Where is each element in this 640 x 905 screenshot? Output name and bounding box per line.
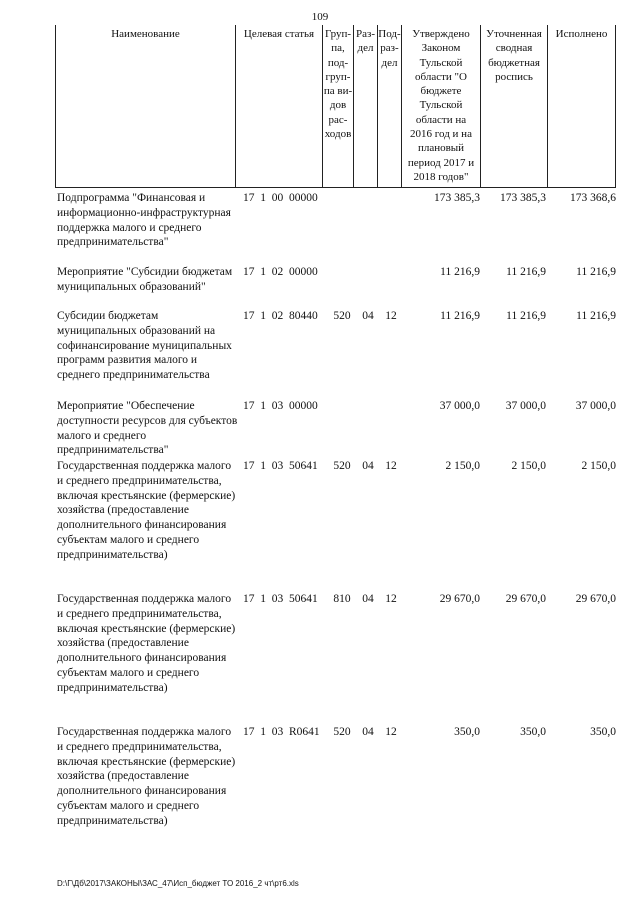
row-approved: 29 670,0 [439,593,480,605]
row-approved: 11 216,9 [440,266,480,278]
row-specified: 11 216,9 [506,310,546,322]
row-approved: 37 000,0 [439,400,480,412]
header-name: Наименование [111,28,180,40]
row-name: Государственная поддержка малого и среднего предпринимательства, включая крестьянские (фермерские) хозяйства (предоставление дополнительного финансирования субъектам малого и среднего предпринимательства) [57,593,236,694]
row-subsection: 12 [385,593,397,605]
header-expense-group: Груп- па, под- груп- па ви- дов рас- ходов [323,28,353,141]
row-executed: 37 000,0 [575,400,616,412]
table-header [55,25,616,188]
header-executed: Исполнено [555,28,608,40]
row-expense-group: 520 [333,310,351,322]
row-executed: 173 368,6 [570,192,616,204]
row-approved: 2 150,0 [445,460,480,472]
file-path-footer: D:\Г\Дб\2017\ЗАКОНЫ\ЗАС_47\Исп_бюджет ТО 2016_2 чт\рт6.xls [57,879,299,888]
row-target-article: 17 1 03 R0641 [243,726,320,738]
row-executed: 11 216,9 [576,266,616,278]
row-section: 04 [362,593,374,605]
row-expense-group: 520 [333,726,351,738]
row-section: 04 [362,726,374,738]
row-specified: 11 216,9 [506,266,546,278]
row-target-article: 17 1 03 50641 [243,460,318,472]
header-target-article: Целевая статья [243,28,315,40]
row-specified: 350,0 [520,726,546,738]
header-specified: Уточненная сводная бюджетная роспись [486,28,542,83]
row-executed: 2 150,0 [581,460,616,472]
row-subsection: 12 [385,460,397,472]
row-target-article: 17 1 03 00000 [243,400,318,412]
column-divider [547,25,548,188]
row-target-article: 17 1 00 00000 [243,192,318,204]
row-section: 04 [362,310,374,322]
header-bottom-border [55,187,616,188]
row-specified: 29 670,0 [505,593,546,605]
row-subsection: 12 [385,310,397,322]
row-name: Субсидии бюджетам муниципальных образований на софинансирование муниципальных программ развития малого и среднего предпринимательства [57,310,232,382]
row-target-article: 17 1 02 00000 [243,266,318,278]
row-executed: 350,0 [590,726,616,738]
row-name: Мероприятие "Обеспечение доступности ресурсов для субъектов малого и среднего предпринимательства" [57,400,238,457]
row-name: Государственная поддержка малого и среднего предпринимательства, включая крестьянские (фермерские) хозяйства (предоставление дополнительного финансирования субъектам малого и среднего предпринимательства) [57,460,236,561]
row-target-article: 17 1 02 80440 [243,310,318,322]
row-executed: 29 670,0 [575,593,616,605]
row-specified: 37 000,0 [505,400,546,412]
row-name: Подпрограмма "Финансовая и информационно-инфраструктурная поддержка малого и среднего предпринимательства" [57,192,231,249]
row-specified: 2 150,0 [511,460,546,472]
page-number: 109 [311,11,329,23]
column-divider [235,25,236,188]
row-approved: 173 385,3 [434,192,480,204]
row-executed: 11 216,9 [576,310,616,322]
row-specified: 173 385,3 [500,192,546,204]
row-subsection: 12 [385,726,397,738]
row-target-article: 17 1 03 50641 [243,593,318,605]
row-expense-group: 810 [333,593,351,605]
row-section: 04 [362,460,374,472]
header-approved: Утверждено Законом Тульской области "О бюджете Тульской области на 2016 год и на плановый период 2017 и 2018 годов" [407,28,475,183]
column-divider [55,25,56,188]
column-divider [615,25,616,188]
row-expense-group: 520 [333,460,351,472]
header-section: Раз- дел [355,28,375,55]
row-approved: 11 216,9 [440,310,480,322]
row-approved: 350,0 [454,726,480,738]
header-subsection: Под- раз- дел [378,28,401,69]
row-name: Мероприятие "Субсидии бюджетам муниципальных образований" [57,266,233,293]
row-name: Государственная поддержка малого и среднего предпринимательства, включая крестьянские (фермерские) хозяйства (предоставление дополнительного финансирования субъектам малого и среднего предпринимательства) [57,726,236,827]
